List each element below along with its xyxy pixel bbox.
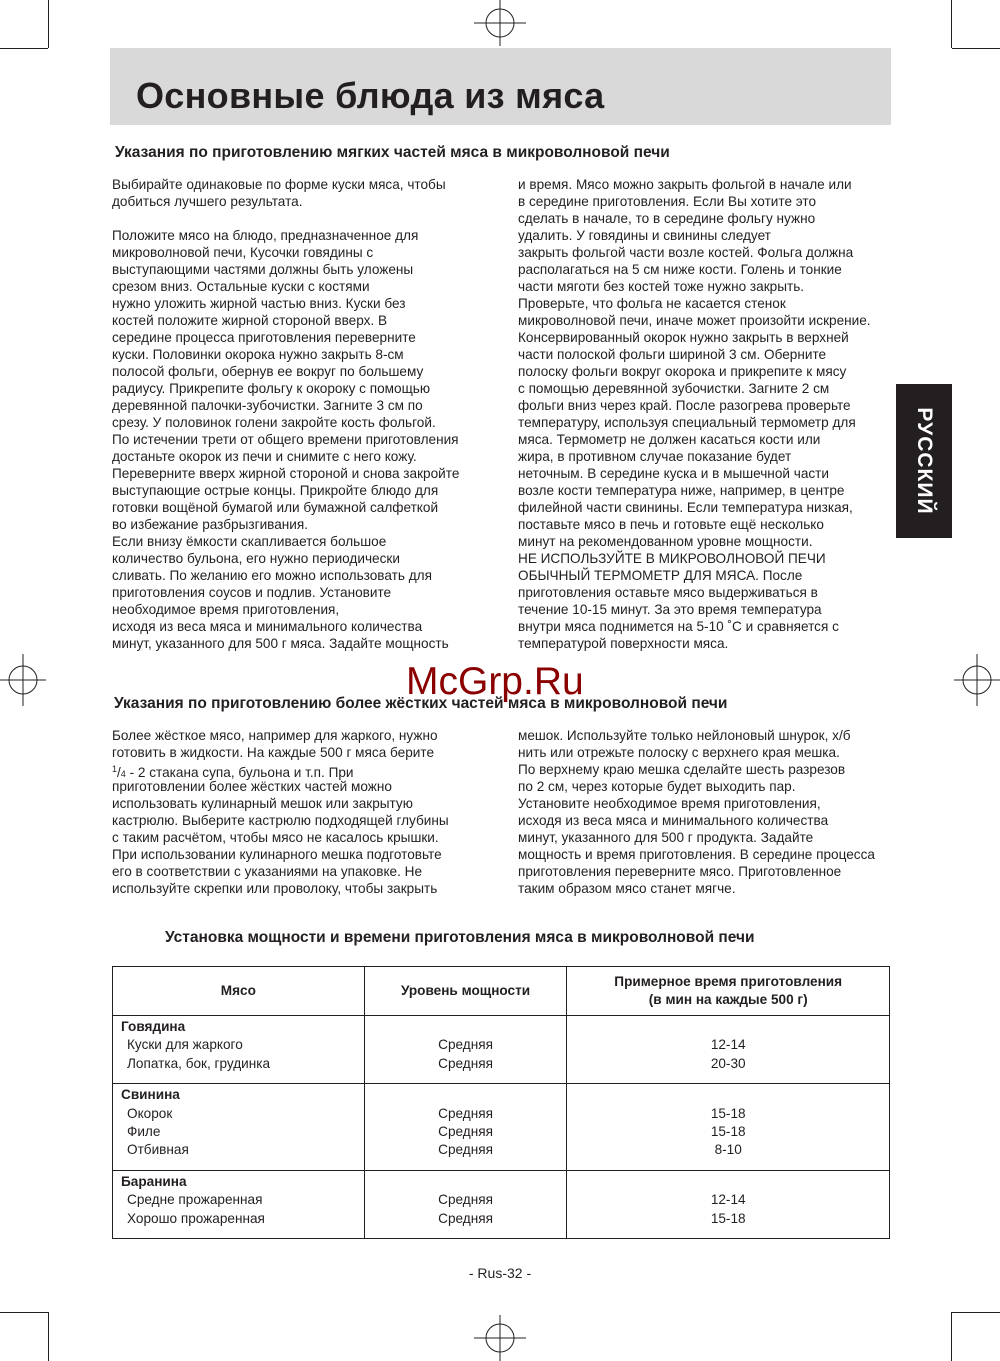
paragraph-line: минут, указанного для 500 г продукта. Задайте — [518, 830, 814, 845]
power-cell — [364, 1170, 567, 1238]
fraction-line-text: - 2 стакана супа, бульона и т.п. При — [125, 765, 354, 780]
section-2-left-column — [112, 727, 449, 897]
power-level: Средняя — [438, 1124, 493, 1140]
meat-group-name: Свинина — [121, 1087, 180, 1103]
fraction-numerator: 1 — [112, 764, 118, 774]
paragraph-line: использовать кулинарный мешок или закрытую — [112, 796, 413, 811]
crop-mark — [952, 1312, 1000, 1313]
paragraph-line: фольги вниз через край. После разогрева проверьте — [518, 398, 851, 413]
header-time — [567, 967, 890, 1016]
paragraph-line: минут на рекомендованном уровне мощности. — [518, 534, 813, 549]
paragraph-line: срезу. У половинок голени закройте кость фольгой. — [112, 415, 436, 430]
paragraph-line: приготовления оставьте мясо выдерживаться в — [518, 585, 818, 600]
meat-item-name: Филе — [127, 1124, 161, 1140]
paragraph-line: количество бульона, его нужно периодически — [112, 551, 400, 566]
paragraph-line: его в соответствии с указаниями на упаковке. Не — [112, 864, 423, 879]
paragraph-line: выступающие острые концы. Прикройте блюдо для — [112, 483, 439, 498]
paragraph-line: части мяготи без костей тоже нужно закрыть. — [518, 279, 805, 294]
meat-cell — [113, 1016, 365, 1084]
cooking-time: 8-10 — [714, 1142, 742, 1158]
cooking-time: 12-14 — [710, 1037, 746, 1053]
section-heading-tough-meat: Указания по приготовлению более жёстких частей мяса в микроволновой печи — [114, 695, 728, 712]
paragraph-line: радиусу. Прикрепите фольгу к окороку с помощью — [112, 381, 431, 396]
paragraph-line: неточным. В середине куска и в мышечной части — [518, 466, 830, 481]
crop-mark — [0, 48, 48, 49]
paragraph-line: температурой поверхности мяса. — [518, 636, 729, 651]
meat-group-name: Говядина — [121, 1019, 186, 1034]
paragraph-line: по 2 см, через которые будет выходить пар. — [518, 779, 796, 794]
title-bar — [110, 48, 891, 125]
paragraph-line: возле кости температура ниже, например, в центре — [518, 483, 845, 498]
paragraph-line: приготовления переверните мясо. Приготовленное — [518, 864, 842, 879]
paragraph-line: течение 10-15 минут. За это время температура — [518, 602, 822, 617]
meat-item-name: Хорошо прожаренная — [127, 1210, 265, 1226]
paragraph-line: с помощью деревянной зубочистки. Загните 2 см — [518, 381, 830, 396]
paragraph-line: кастрюлю. Выберите кастрюлю подходящей глубины — [112, 813, 449, 828]
paragraph-line: Положите мясо на блюдо, предназначенное для — [112, 228, 419, 243]
table-row — [113, 1084, 890, 1171]
paragraph-line: внутри мяса поднимется на 5-10 ˚С и сравняется с — [518, 619, 839, 634]
watermark: McGrp.Ru — [406, 660, 584, 703]
registration-mark-icon — [468, 1313, 532, 1361]
paragraph-line: нить или отрежьте полоску с верхнего края мешка. — [518, 745, 840, 760]
power-level: Средняя — [438, 1055, 493, 1071]
registration-mark-icon — [952, 648, 1000, 712]
meat-item-name: Лопатка, бок, грудинка — [127, 1055, 271, 1071]
time-cell — [567, 1084, 890, 1171]
power-cell — [364, 1016, 567, 1084]
paragraph-line: полоску фольги вокруг окорока и прикрепите к мясу — [518, 364, 847, 379]
power-level: Средняя — [438, 1037, 493, 1053]
paragraph-line: мяса. Термометр не должен касаться кости или — [518, 432, 821, 447]
paragraph-line: выступающими частями должны быть уложены — [112, 262, 414, 277]
paragraph-line: удалить. У говядины и свинины следует — [518, 228, 771, 243]
paragraph-line: Более жёсткое мясо, например для жаркого, нужно — [112, 728, 438, 743]
meat-item-name: Окорок — [127, 1105, 173, 1121]
cooking-time: 15-18 — [710, 1210, 746, 1226]
paragraph-line: жира, в противном случае показание будет — [518, 449, 792, 464]
paragraph-line: с таким расчётом, чтобы мясо не касалось крышки. — [112, 830, 439, 845]
table-row — [113, 1016, 890, 1084]
paragraph-line: закрыть фольгой части возле костей. Фольга должна — [518, 245, 854, 260]
paragraph-line: поставьте мясо в печь и готовьте ещё несколько — [518, 517, 824, 532]
meat-cell — [113, 1084, 365, 1171]
table-header-row — [113, 967, 890, 1016]
paragraph-line: готовить в жидкости. На каждые 500 г мяса берите — [112, 745, 435, 760]
paragraph-line: достаньте окорок из печи и снимите с него кожу. — [112, 449, 417, 464]
power-cell — [364, 1084, 567, 1171]
page-title: Основные блюда из мяса — [136, 75, 605, 116]
paragraph-line: в середине приготовления. Если Вы хотите это — [518, 194, 817, 209]
paragraph-line: ОБЫЧНЫЙ ТЕРМОМЕТР ДЛЯ МЯСА. После — [518, 568, 803, 583]
meat-item-name: Средне прожаренная — [127, 1192, 263, 1208]
paragraph-line: располагаться на 5 см ниже кости. Голень и тонкие — [518, 262, 842, 277]
paragraph-line: во избежание разбрызгивания. — [112, 517, 309, 532]
paragraph-line: сделать в начале, то в середине фольгу нужно — [518, 211, 816, 226]
paragraph-line: температуру, используя специальный термометр для — [518, 415, 856, 430]
paragraph-line: микроволновой печи, Кусочки говядины с — [112, 245, 374, 260]
section-1-left-column — [112, 176, 459, 652]
meat-item-name: Отбивная — [127, 1142, 189, 1158]
crop-mark — [951, 1312, 952, 1361]
power-level: Средняя — [438, 1192, 493, 1208]
paragraph-line-with-fraction: $^1$/4 - 2 стакана супа, бульона и т.п. При — [112, 764, 354, 780]
time-cell — [567, 1016, 890, 1084]
section-1-right-column — [518, 176, 871, 652]
power-level: Средняя — [438, 1105, 493, 1121]
paragraph-line: середине процесса приготовления переверните — [112, 330, 416, 345]
header-meat: Мясо — [113, 967, 365, 1016]
paragraph-line: и время. Мясо можно закрыть фольгой в начале или — [518, 177, 852, 192]
meat-cell — [113, 1170, 365, 1238]
paragraph-line: полосой фольги, обернув ее вокруг по большему — [112, 364, 424, 379]
language-tab — [896, 384, 952, 538]
paragraph-line: срезом вниз. Остальные куски с костями — [112, 279, 370, 294]
paragraph-line: По истечении трети от общего времени приготовления — [112, 432, 459, 447]
paragraph-line: мощность и время приготовления. В середине процесса — [518, 847, 875, 862]
paragraph-line: исходя из веса мяса и минимального количества — [518, 813, 829, 828]
cooking-time: 20-30 — [710, 1055, 746, 1071]
table-row — [113, 1170, 890, 1238]
registration-mark-icon — [468, 0, 532, 48]
paragraph-line: необходимое время приготовления, — [112, 602, 340, 617]
paragraph-line: При использовании кулинарного мешка подготовьте — [112, 847, 442, 862]
paragraph-line: Установите необходимое время приготовления, — [518, 796, 821, 811]
time-cell — [567, 1170, 890, 1238]
paragraph-line: приготовлении более жёстких частей можно — [112, 779, 392, 794]
paragraph-line: Консервированный окорок нужно закрыть в верхней — [518, 330, 849, 345]
power-level: Средняя — [438, 1210, 493, 1226]
language-tab-label: РУССКИЙ — [913, 407, 936, 515]
paragraph-line: Выбирайте одинаковые по форме куски мяса, чтобы — [112, 177, 446, 192]
power-level: Средняя — [438, 1142, 493, 1158]
paragraph-line: куски. Половинки окорока нужно закрыть 8-см — [112, 347, 404, 362]
paragraph-line: филейной части свинины. Если температура низкая, — [518, 500, 853, 515]
header-time-line-1: Примерное время приготовления — [614, 974, 843, 989]
paragraph-line: Проверьте, что фольга не касается стенок — [518, 296, 786, 311]
paragraph-line: части полоской фольги шириной 3 см. Оберните — [518, 347, 827, 362]
paragraph-line: костей положите жирной стороной вверх. В — [112, 313, 388, 328]
cooking-time: 15-18 — [710, 1124, 746, 1140]
header-power: Уровень мощности — [364, 967, 567, 1016]
cooking-time: 12-14 — [710, 1192, 746, 1208]
crop-mark — [0, 1312, 48, 1313]
cooking-time: 15-18 — [710, 1105, 746, 1121]
paragraph-line: нужно уложить жирной частью вниз. Куски без — [112, 296, 406, 311]
meat-item-name: Куски для жаркого — [127, 1037, 243, 1053]
crop-mark — [48, 1312, 49, 1361]
paragraph-line: исходя из веса мяса и минимального количества — [112, 619, 423, 634]
paragraph-line: деревянной палочки-зубочистки. Загните 3 см по — [112, 398, 423, 413]
paragraph-line: добиться лучшего результата. — [112, 194, 303, 209]
paragraph-line: используйте скрепки или проволоку, чтобы закрыть — [112, 881, 438, 896]
section-heading-power-table: Установка мощности и времени приготовления мяса в микроволновой печи — [165, 929, 755, 946]
paragraph-line: Переверните вверх жирной стороной и снова закройте — [112, 466, 460, 481]
paragraph-line: Если внизу ёмкости скапливается большое — [112, 534, 387, 549]
paragraph-gap — [112, 210, 459, 227]
cooking-table — [112, 966, 890, 1239]
crop-mark — [48, 0, 49, 48]
paragraph-line: приготовления соусов и подлив. Установите — [112, 585, 392, 600]
section-2-right-column — [518, 727, 875, 897]
paragraph-line: минут, указанного для 500 г мяса. Задайте мощность — [112, 636, 449, 651]
paragraph-line: мешок. Используйте только нейлоновый шнурок, х/б — [518, 728, 851, 743]
meat-group-name: Баранина — [121, 1173, 187, 1189]
paragraph-line: НЕ ИСПОЛЬЗУЙТЕ В МИКРОВОЛНОВОЙ ПЕЧИ — [518, 551, 826, 566]
paragraph-line: микроволновой печи, иначе может произойти искрение. — [518, 313, 871, 328]
fraction-denominator: 4 — [120, 769, 126, 779]
section-heading-tender-meat: Указания по приготовлению мягких частей мяса в микроволновой печи — [115, 144, 670, 161]
paragraph-line: готовки вощёной бумагой или бумажной салфеткой — [112, 500, 439, 515]
crop-mark — [951, 0, 952, 48]
paragraph-line: По верхнему краю мешка сделайте шесть разрезов — [518, 762, 846, 777]
page-number: - Rus-32 - — [468, 1265, 532, 1281]
paragraph-line: таким образом мясо станет мягче. — [518, 881, 736, 896]
crop-mark — [952, 48, 1000, 49]
header-time-line-2: (в мин на каждые 500 г) — [648, 992, 808, 1007]
registration-mark-icon — [0, 648, 48, 712]
paragraph-line: сливать. По желанию его можно использовать для — [112, 568, 432, 583]
